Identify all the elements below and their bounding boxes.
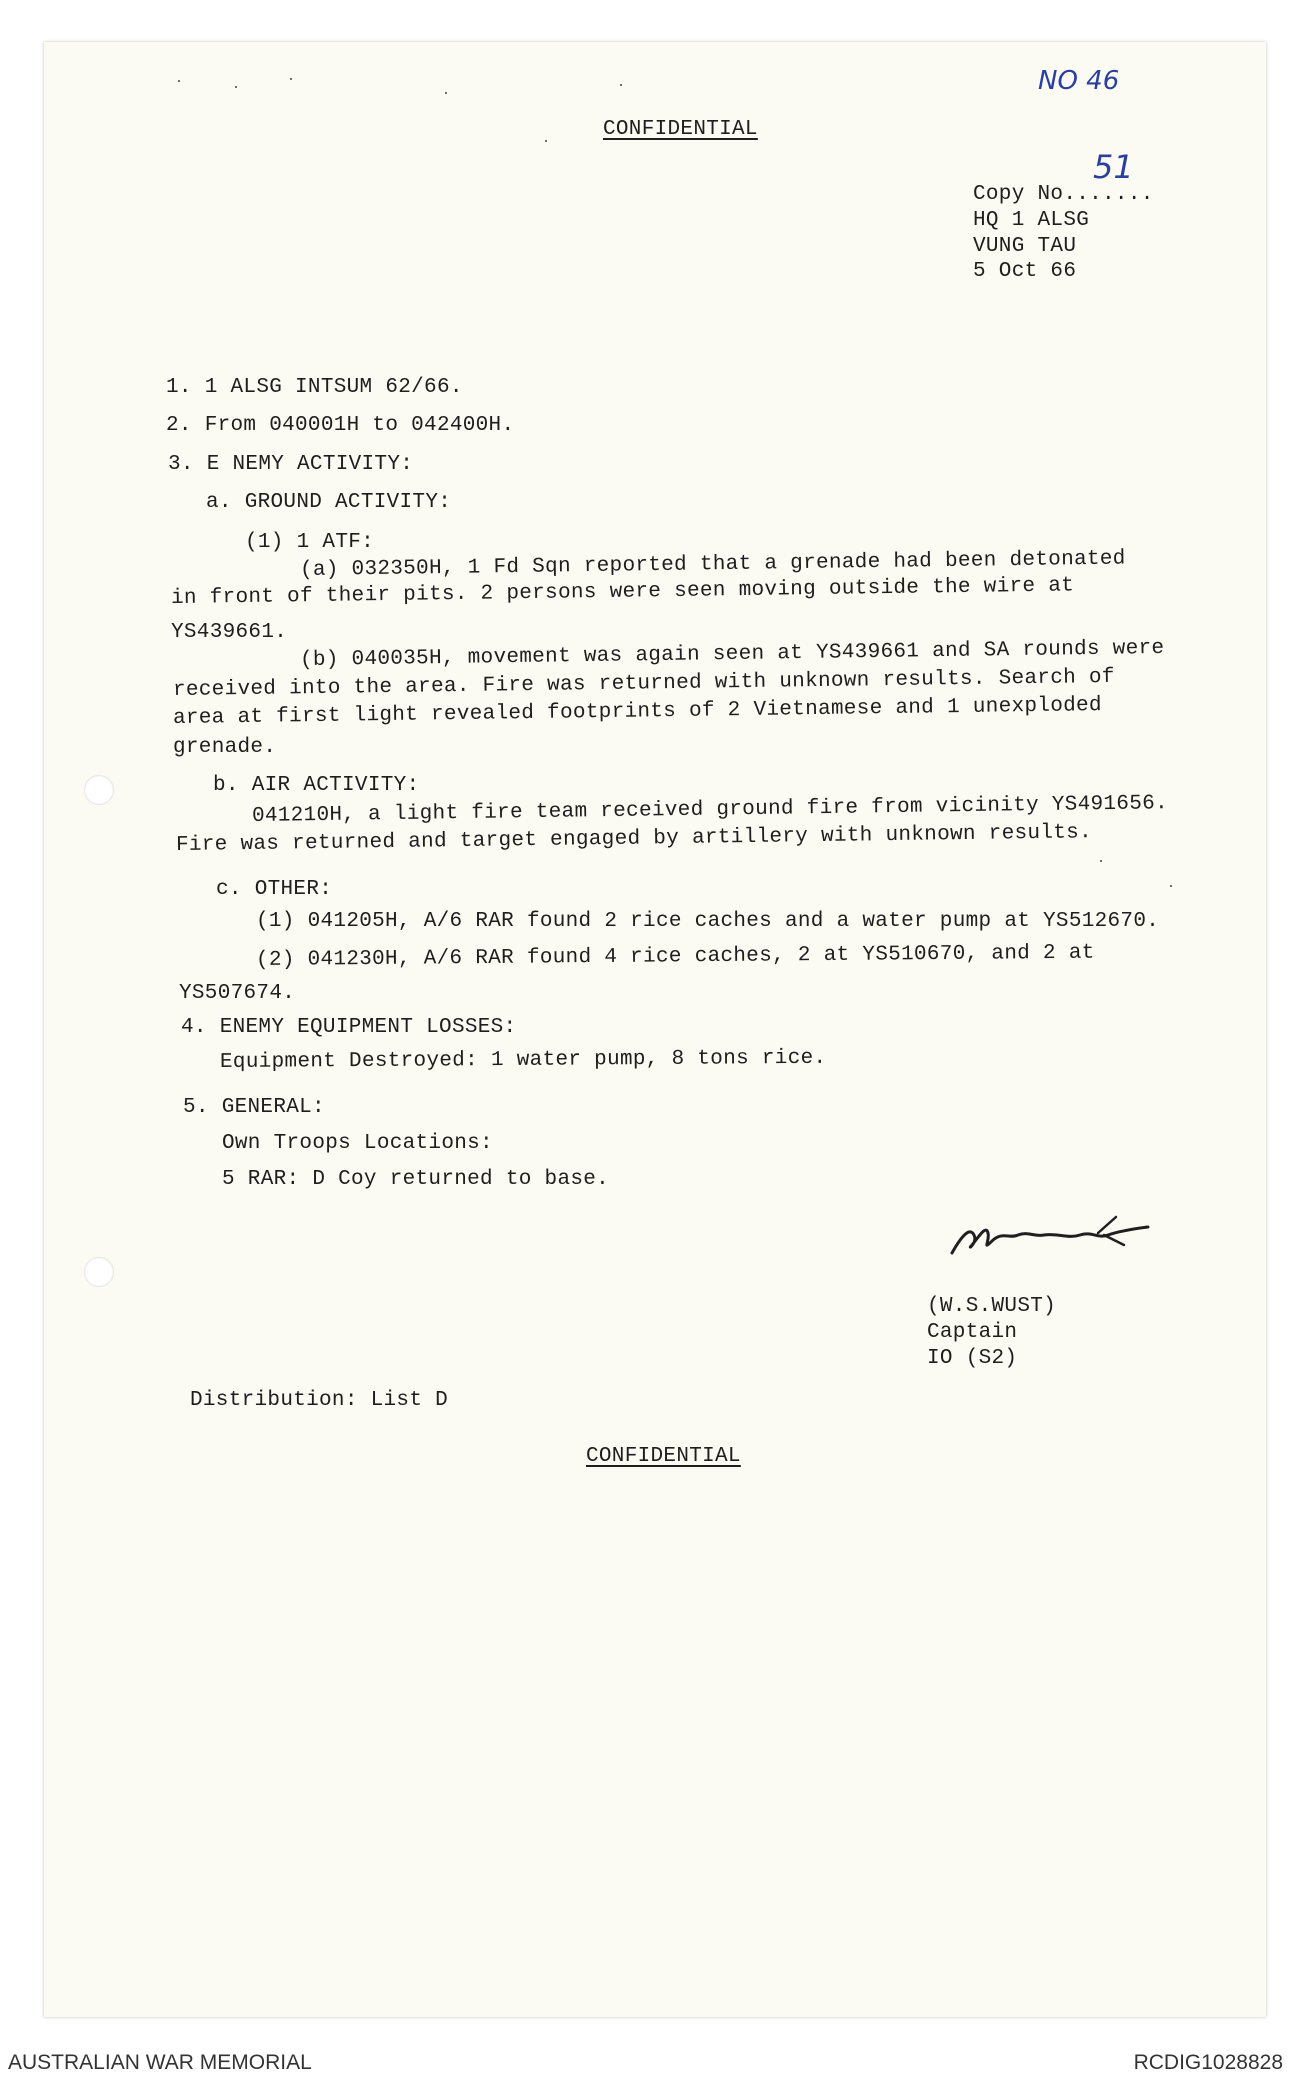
para-3c2-line: YS507674. <box>179 982 296 1005</box>
punch-hole-lower <box>84 1257 114 1287</box>
document-date: 5 Oct 66 <box>973 260 1077 283</box>
copy-number-label: Copy No....... <box>973 183 1154 206</box>
para-3a1b-line: (b) 040035H, movement was again seen at YS439661 and SA rounds were <box>299 636 1165 672</box>
para-3a1a-line: (a) 032350H, 1 Fd Sqn reported that a grenade had been detonated <box>299 547 1126 582</box>
handwritten-file-number: NO 46 <box>1038 66 1120 96</box>
signatory-appointment: IO (S2) <box>927 1347 1018 1370</box>
ink-speck <box>1100 860 1102 862</box>
classification-top: CONFIDENTIAL <box>603 118 758 141</box>
para-3b-heading: b. AIR ACTIVITY: <box>213 774 420 797</box>
para-3a1b-line: area at first light revealed footprints of 2 Vietnamese and 1 unexploded <box>172 694 1103 730</box>
headquarters: HQ 1 ALSG <box>973 209 1090 232</box>
para-3b-line: 041210H, a light fire team received ground fire from vicinity YS491656. <box>251 792 1169 828</box>
para-3c1: (1) 041205H, A/6 RAR found 2 rice caches and a water pump at YS512670. <box>256 910 1160 933</box>
ink-speck <box>290 78 292 80</box>
distribution-list: Distribution: List D <box>190 1389 449 1412</box>
ink-speck <box>1170 885 1172 887</box>
ink-speck <box>620 84 622 86</box>
para-4-line: Equipment Destroyed: 1 water pump, 8 tons rice. <box>219 1046 827 1074</box>
signatory-rank: Captain <box>927 1321 1018 1344</box>
para-3a-heading: a. GROUND ACTIVITY: <box>206 491 452 514</box>
para-3c2-line: (2) 041230H, A/6 RAR found 4 rice caches, 2 at YS510670, and 2 at <box>255 941 1095 972</box>
para-3a1b-line: received into the area. Fire was returned with unknown results. Search of <box>172 665 1115 702</box>
para-4-heading: 4. ENEMY EQUIPMENT LOSSES: <box>181 1016 517 1039</box>
para-5-heading: 5. GENERAL: <box>183 1096 325 1119</box>
para-3a1b-line: grenade. <box>173 736 277 759</box>
punch-hole-upper <box>84 775 114 805</box>
ink-speck <box>235 86 237 88</box>
para-1-intsum: 1. 1 ALSG INTSUM 62/66. <box>166 376 463 399</box>
handwritten-signature <box>948 1205 1158 1265</box>
para-3-heading: 3. E NEMY ACTIVITY: <box>168 453 414 476</box>
para-3c-heading: c. OTHER: <box>216 878 333 901</box>
para-3b-line: Fire was returned and target engaged by artillery with unknown results. <box>175 821 1093 857</box>
location: VUNG TAU <box>973 235 1077 258</box>
archive-name: AUSTRALIAN WAR MEMORIAL <box>8 2051 312 2074</box>
classification-bottom: CONFIDENTIAL <box>586 1445 741 1468</box>
para-3a1a-line: in front of their pits. 2 persons were seen moving outside the wire at <box>170 574 1075 610</box>
para-2-period: 2. From 040001H to 042400H. <box>166 414 515 437</box>
para-3a1-heading: (1) 1 ATF: <box>245 531 375 554</box>
archive-reference: RCDIG1028828 <box>1133 2051 1283 2074</box>
ink-speck <box>545 140 547 142</box>
ink-speck <box>445 92 447 94</box>
para-5-line: 5 RAR: D Coy returned to base. <box>222 1168 610 1191</box>
ink-speck <box>178 80 180 82</box>
handwritten-copy-number: 51 <box>1093 148 1134 186</box>
para-3a1a-line: YS439661. <box>171 621 288 644</box>
para-5-line: Own Troops Locations: <box>222 1132 493 1155</box>
signatory-name: (W.S.WUST) <box>927 1295 1057 1318</box>
